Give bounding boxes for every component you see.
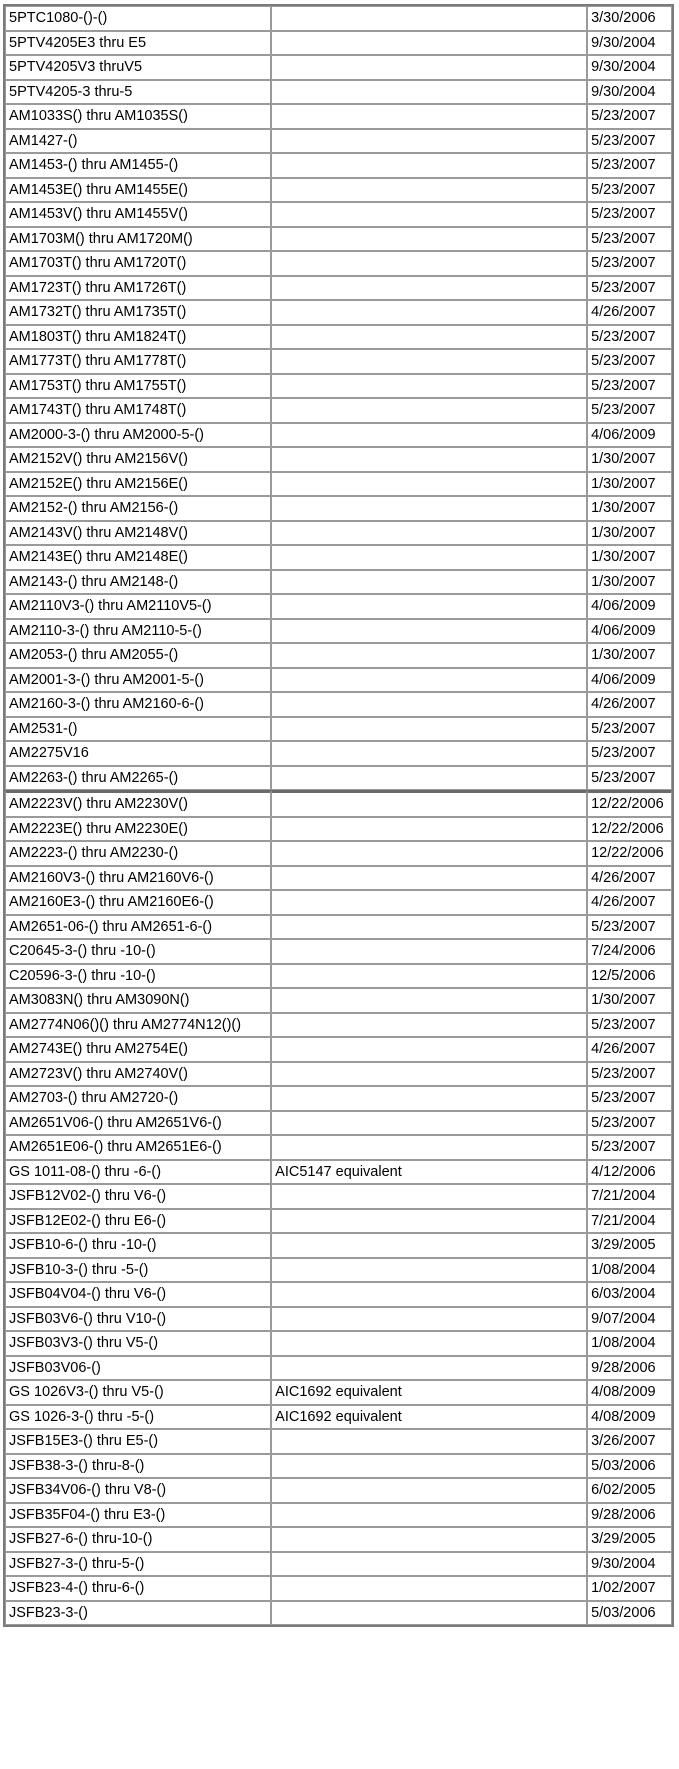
part-number-cell: JSFB10-3-() thru -5-() (5, 1258, 271, 1283)
note-cell (271, 55, 587, 80)
part-number-cell: GS 1026V3-() thru V5-() (5, 1380, 271, 1405)
part-number-cell: JSFB27-6-() thru-10-() (5, 1527, 271, 1552)
part-number-cell: JSFB23-4-() thru-6-() (5, 1576, 271, 1601)
note-cell (271, 31, 587, 56)
note-cell (271, 1062, 587, 1087)
table-row (5, 1307, 672, 1332)
part-number-cell: AM1453V() thru AM1455V() (5, 202, 271, 227)
table-row (5, 227, 672, 252)
table-row (5, 866, 672, 891)
table-row (5, 1062, 672, 1087)
date-cell: 5/23/2007 (587, 915, 672, 940)
date-cell: 9/30/2004 (587, 55, 672, 80)
date-cell: 4/12/2006 (587, 1160, 672, 1185)
part-number-cell: GS 1026-3-() thru -5-() (5, 1405, 271, 1430)
note-cell (271, 423, 587, 448)
part-number-cell: JSFB27-3-() thru-5-() (5, 1552, 271, 1577)
table-row (5, 423, 672, 448)
date-cell: 4/26/2007 (587, 692, 672, 717)
note-cell (271, 790, 587, 817)
note-cell (271, 841, 587, 866)
part-number-cell: AM2263-() thru AM2265-() (5, 766, 271, 791)
note-cell (271, 890, 587, 915)
date-cell: 5/23/2007 (587, 276, 672, 301)
date-cell: 5/03/2006 (587, 1601, 672, 1626)
part-number-cell: AM2110V3-() thru AM2110V5-() (5, 594, 271, 619)
date-cell: 12/5/2006 (587, 964, 672, 989)
part-number-cell: AM1773T() thru AM1778T() (5, 349, 271, 374)
table-row (5, 766, 672, 791)
table-row (5, 349, 672, 374)
date-cell: 1/30/2007 (587, 545, 672, 570)
date-cell: 5/23/2007 (587, 227, 672, 252)
table-row (5, 1160, 672, 1185)
table-row (5, 594, 672, 619)
date-cell: 12/22/2006 (587, 790, 672, 817)
note-cell (271, 866, 587, 891)
note-cell (271, 202, 587, 227)
table-row (5, 1037, 672, 1062)
table-row (5, 1135, 672, 1160)
part-number-cell: AM1803T() thru AM1824T() (5, 325, 271, 350)
part-number-cell: AM1732T() thru AM1735T() (5, 300, 271, 325)
part-number-cell: AM1453E() thru AM1455E() (5, 178, 271, 203)
date-cell: 5/23/2007 (587, 766, 672, 791)
note-cell (271, 251, 587, 276)
part-number-cell: AM1753T() thru AM1755T() (5, 374, 271, 399)
part-number-cell: AM2651V06-() thru AM2651V6-() (5, 1111, 271, 1136)
part-number-cell: AM2110-3-() thru AM2110-5-() (5, 619, 271, 644)
note-cell (271, 1135, 587, 1160)
note-cell (271, 1601, 587, 1626)
table-row (5, 6, 672, 31)
date-cell: 4/26/2007 (587, 1037, 672, 1062)
table-row (5, 841, 672, 866)
date-cell: 1/30/2007 (587, 570, 672, 595)
date-cell: 3/29/2005 (587, 1233, 672, 1258)
table-row (5, 1576, 672, 1601)
table-row (5, 939, 672, 964)
date-cell: 5/23/2007 (587, 1111, 672, 1136)
part-number-cell: AM2152V() thru AM2156V() (5, 447, 271, 472)
note-cell (271, 741, 587, 766)
note-cell (271, 129, 587, 154)
table-row (5, 1233, 672, 1258)
date-cell: 1/30/2007 (587, 496, 672, 521)
date-cell: 5/23/2007 (587, 202, 672, 227)
table-row (5, 741, 672, 766)
part-number-cell: AM2531-() (5, 717, 271, 742)
part-number-cell: AM3083N() thru AM3090N() (5, 988, 271, 1013)
note-cell (271, 1086, 587, 1111)
note-cell (271, 939, 587, 964)
part-number-cell: JSFB38-3-() thru-8-() (5, 1454, 271, 1479)
note-cell (271, 643, 587, 668)
part-number-cell: AM2152-() thru AM2156-() (5, 496, 271, 521)
date-cell: 1/30/2007 (587, 472, 672, 497)
part-number-cell: AM1427-() (5, 129, 271, 154)
part-number-cell: AM2275V16 (5, 741, 271, 766)
table-row (5, 1454, 672, 1479)
date-cell: 5/23/2007 (587, 741, 672, 766)
part-number-cell: AM2001-3-() thru AM2001-5-() (5, 668, 271, 693)
note-cell (271, 1111, 587, 1136)
note-cell (271, 1503, 587, 1528)
part-number-cell: JSFB34V06-() thru V8-() (5, 1478, 271, 1503)
date-cell: 5/23/2007 (587, 1013, 672, 1038)
date-cell: 7/21/2004 (587, 1209, 672, 1234)
note-cell (271, 276, 587, 301)
date-cell: 4/06/2009 (587, 594, 672, 619)
table-row (5, 325, 672, 350)
note-cell (271, 570, 587, 595)
table-row (5, 55, 672, 80)
note-cell (271, 80, 587, 105)
note-cell (271, 447, 587, 472)
note-cell (271, 1282, 587, 1307)
part-number-cell: AM2223-() thru AM2230-() (5, 841, 271, 866)
note-cell (271, 104, 587, 129)
part-number-cell: AM2143-() thru AM2148-() (5, 570, 271, 595)
date-cell: 3/29/2005 (587, 1527, 672, 1552)
table-row (5, 570, 672, 595)
table-row (5, 202, 672, 227)
date-cell: 9/30/2004 (587, 31, 672, 56)
date-cell: 4/08/2009 (587, 1405, 672, 1430)
date-cell: 5/23/2007 (587, 129, 672, 154)
note-cell (271, 1209, 587, 1234)
table-row (5, 129, 672, 154)
table-row (5, 964, 672, 989)
table-row (5, 1503, 672, 1528)
note-cell (271, 178, 587, 203)
note-cell: AIC5147 equivalent (271, 1160, 587, 1185)
table-row (5, 1356, 672, 1381)
date-cell: 5/23/2007 (587, 325, 672, 350)
note-cell (271, 1552, 587, 1577)
note-cell (271, 521, 587, 546)
parts-table-body (5, 6, 672, 1625)
date-cell: 9/28/2006 (587, 1503, 672, 1528)
note-cell (271, 1331, 587, 1356)
note-cell (271, 988, 587, 1013)
date-cell: 5/23/2007 (587, 178, 672, 203)
part-number-cell: AM1453-() thru AM1455-() (5, 153, 271, 178)
table-row (5, 178, 672, 203)
note-cell (271, 1184, 587, 1209)
note-cell (271, 717, 587, 742)
note-cell (271, 817, 587, 842)
part-number-cell: AM2774N06()() thru AM2774N12()() (5, 1013, 271, 1038)
date-cell: 4/08/2009 (587, 1380, 672, 1405)
part-number-cell: JSFB23-3-() (5, 1601, 271, 1626)
table-row (5, 1527, 672, 1552)
part-number-cell: 5PTC1080-()-() (5, 6, 271, 31)
part-number-cell: JSFB03V06-() (5, 1356, 271, 1381)
note-cell (271, 766, 587, 791)
part-number-cell: AM1743T() thru AM1748T() (5, 398, 271, 423)
part-number-cell: AM2143V() thru AM2148V() (5, 521, 271, 546)
part-number-cell: C20596-3-() thru -10-() (5, 964, 271, 989)
table-row (5, 104, 672, 129)
note-cell (271, 1013, 587, 1038)
date-cell: 4/26/2007 (587, 300, 672, 325)
note-cell (271, 300, 587, 325)
part-number-cell: AM2160E3-() thru AM2160E6-() (5, 890, 271, 915)
table-row (5, 643, 672, 668)
part-number-cell: AM2000-3-() thru AM2000-5-() (5, 423, 271, 448)
note-cell (271, 325, 587, 350)
date-cell: 3/26/2007 (587, 1429, 672, 1454)
part-number-cell: JSFB35F04-() thru E3-() (5, 1503, 271, 1528)
table-row (5, 717, 672, 742)
part-number-cell: AM1723T() thru AM1726T() (5, 276, 271, 301)
note-cell (271, 1356, 587, 1381)
part-number-cell: AM2743E() thru AM2754E() (5, 1037, 271, 1062)
part-number-cell: AM2651E06-() thru AM2651E6-() (5, 1135, 271, 1160)
part-number-cell: AM2160V3-() thru AM2160V6-() (5, 866, 271, 891)
table-row (5, 1111, 672, 1136)
table-row (5, 1405, 672, 1430)
date-cell: 5/23/2007 (587, 1135, 672, 1160)
note-cell (271, 153, 587, 178)
part-number-cell: JSFB15E3-() thru E5-() (5, 1429, 271, 1454)
date-cell: 1/30/2007 (587, 521, 672, 546)
note-cell (271, 1258, 587, 1283)
part-number-cell: AM2651-06-() thru AM2651-6-() (5, 915, 271, 940)
table-row (5, 817, 672, 842)
note-cell (271, 1454, 587, 1479)
date-cell: 9/07/2004 (587, 1307, 672, 1332)
note-cell (271, 1527, 587, 1552)
note-cell (271, 915, 587, 940)
date-cell: 9/28/2006 (587, 1356, 672, 1381)
date-cell: 1/02/2007 (587, 1576, 672, 1601)
part-number-cell: AM2152E() thru AM2156E() (5, 472, 271, 497)
table-row (5, 619, 672, 644)
date-cell: 9/30/2004 (587, 80, 672, 105)
part-number-cell: AM2223V() thru AM2230V() (5, 790, 271, 817)
date-cell: 7/21/2004 (587, 1184, 672, 1209)
date-cell: 5/23/2007 (587, 374, 672, 399)
date-cell: 1/30/2007 (587, 988, 672, 1013)
table-row (5, 521, 672, 546)
part-number-cell: JSFB03V3-() thru V5-() (5, 1331, 271, 1356)
note-cell: AIC1692 equivalent (271, 1380, 587, 1405)
part-number-cell: 5PTV4205V3 thruV5 (5, 55, 271, 80)
note-cell (271, 374, 587, 399)
table-row (5, 472, 672, 497)
part-number-cell: JSFB03V6-() thru V10-() (5, 1307, 271, 1332)
date-cell: 4/26/2007 (587, 890, 672, 915)
date-cell: 7/24/2006 (587, 939, 672, 964)
date-cell: 5/23/2007 (587, 717, 672, 742)
date-cell: 3/30/2006 (587, 6, 672, 31)
table-row (5, 276, 672, 301)
part-number-cell: AM2723V() thru AM2740V() (5, 1062, 271, 1087)
note-cell (271, 398, 587, 423)
part-number-cell: 5PTV4205-3 thru-5 (5, 80, 271, 105)
part-number-cell: AM2703-() thru AM2720-() (5, 1086, 271, 1111)
table-row (5, 988, 672, 1013)
part-number-cell: C20645-3-() thru -10-() (5, 939, 271, 964)
parts-table (3, 4, 674, 1627)
note-cell: AIC1692 equivalent (271, 1405, 587, 1430)
part-number-cell: AM1033S() thru AM1035S() (5, 104, 271, 129)
part-number-cell: AM1703T() thru AM1720T() (5, 251, 271, 276)
table-row (5, 447, 672, 472)
table-row (5, 1478, 672, 1503)
table-row (5, 300, 672, 325)
table-row (5, 790, 672, 817)
part-number-cell: JSFB04V04-() thru V6-() (5, 1282, 271, 1307)
part-number-cell: JSFB10-6-() thru -10-() (5, 1233, 271, 1258)
table-row (5, 1331, 672, 1356)
note-cell (271, 1478, 587, 1503)
table-row (5, 1209, 672, 1234)
note-cell (271, 1307, 587, 1332)
note-cell (271, 619, 587, 644)
date-cell: 5/23/2007 (587, 251, 672, 276)
table-row (5, 1429, 672, 1454)
date-cell: 12/22/2006 (587, 841, 672, 866)
note-cell (271, 964, 587, 989)
table-row (5, 1601, 672, 1626)
note-cell (271, 594, 587, 619)
date-cell: 1/30/2007 (587, 447, 672, 472)
part-number-cell: AM2223E() thru AM2230E() (5, 817, 271, 842)
date-cell: 12/22/2006 (587, 817, 672, 842)
table-row (5, 1086, 672, 1111)
date-cell: 5/23/2007 (587, 398, 672, 423)
date-cell: 6/02/2005 (587, 1478, 672, 1503)
note-cell (271, 227, 587, 252)
note-cell (271, 668, 587, 693)
part-number-cell: GS 1011-08-() thru -6-() (5, 1160, 271, 1185)
date-cell: 9/30/2004 (587, 1552, 672, 1577)
note-cell (271, 692, 587, 717)
table-row (5, 1380, 672, 1405)
table-row (5, 1552, 672, 1577)
date-cell: 5/23/2007 (587, 1062, 672, 1087)
table-row (5, 1013, 672, 1038)
note-cell (271, 1233, 587, 1258)
note-cell (271, 545, 587, 570)
date-cell: 5/23/2007 (587, 104, 672, 129)
table-row (5, 153, 672, 178)
table-row (5, 915, 672, 940)
note-cell (271, 1576, 587, 1601)
part-number-cell: JSFB12V02-() thru V6-() (5, 1184, 271, 1209)
table-row (5, 496, 672, 521)
table-row (5, 80, 672, 105)
note-cell (271, 349, 587, 374)
table-row (5, 692, 672, 717)
table-row (5, 31, 672, 56)
note-cell (271, 6, 587, 31)
table-row (5, 398, 672, 423)
date-cell: 5/23/2007 (587, 153, 672, 178)
table-row (5, 374, 672, 399)
part-number-cell: 5PTV4205E3 thru E5 (5, 31, 271, 56)
date-cell: 4/06/2009 (587, 668, 672, 693)
table-row (5, 1184, 672, 1209)
part-number-cell: AM1703M() thru AM1720M() (5, 227, 271, 252)
date-cell: 5/03/2006 (587, 1454, 672, 1479)
date-cell: 5/23/2007 (587, 1086, 672, 1111)
date-cell: 1/30/2007 (587, 643, 672, 668)
note-cell (271, 496, 587, 521)
date-cell: 1/08/2004 (587, 1258, 672, 1283)
part-number-cell: AM2160-3-() thru AM2160-6-() (5, 692, 271, 717)
date-cell: 5/23/2007 (587, 349, 672, 374)
table-row (5, 890, 672, 915)
date-cell: 6/03/2004 (587, 1282, 672, 1307)
table-row (5, 1258, 672, 1283)
part-number-cell: AM2053-() thru AM2055-() (5, 643, 271, 668)
note-cell (271, 1429, 587, 1454)
table-row (5, 1282, 672, 1307)
date-cell: 1/08/2004 (587, 1331, 672, 1356)
note-cell (271, 472, 587, 497)
part-number-cell: JSFB12E02-() thru E6-() (5, 1209, 271, 1234)
table-row (5, 545, 672, 570)
date-cell: 4/06/2009 (587, 423, 672, 448)
note-cell (271, 1037, 587, 1062)
date-cell: 4/26/2007 (587, 866, 672, 891)
table-row (5, 668, 672, 693)
part-number-cell: AM2143E() thru AM2148E() (5, 545, 271, 570)
table-row (5, 251, 672, 276)
date-cell: 4/06/2009 (587, 619, 672, 644)
